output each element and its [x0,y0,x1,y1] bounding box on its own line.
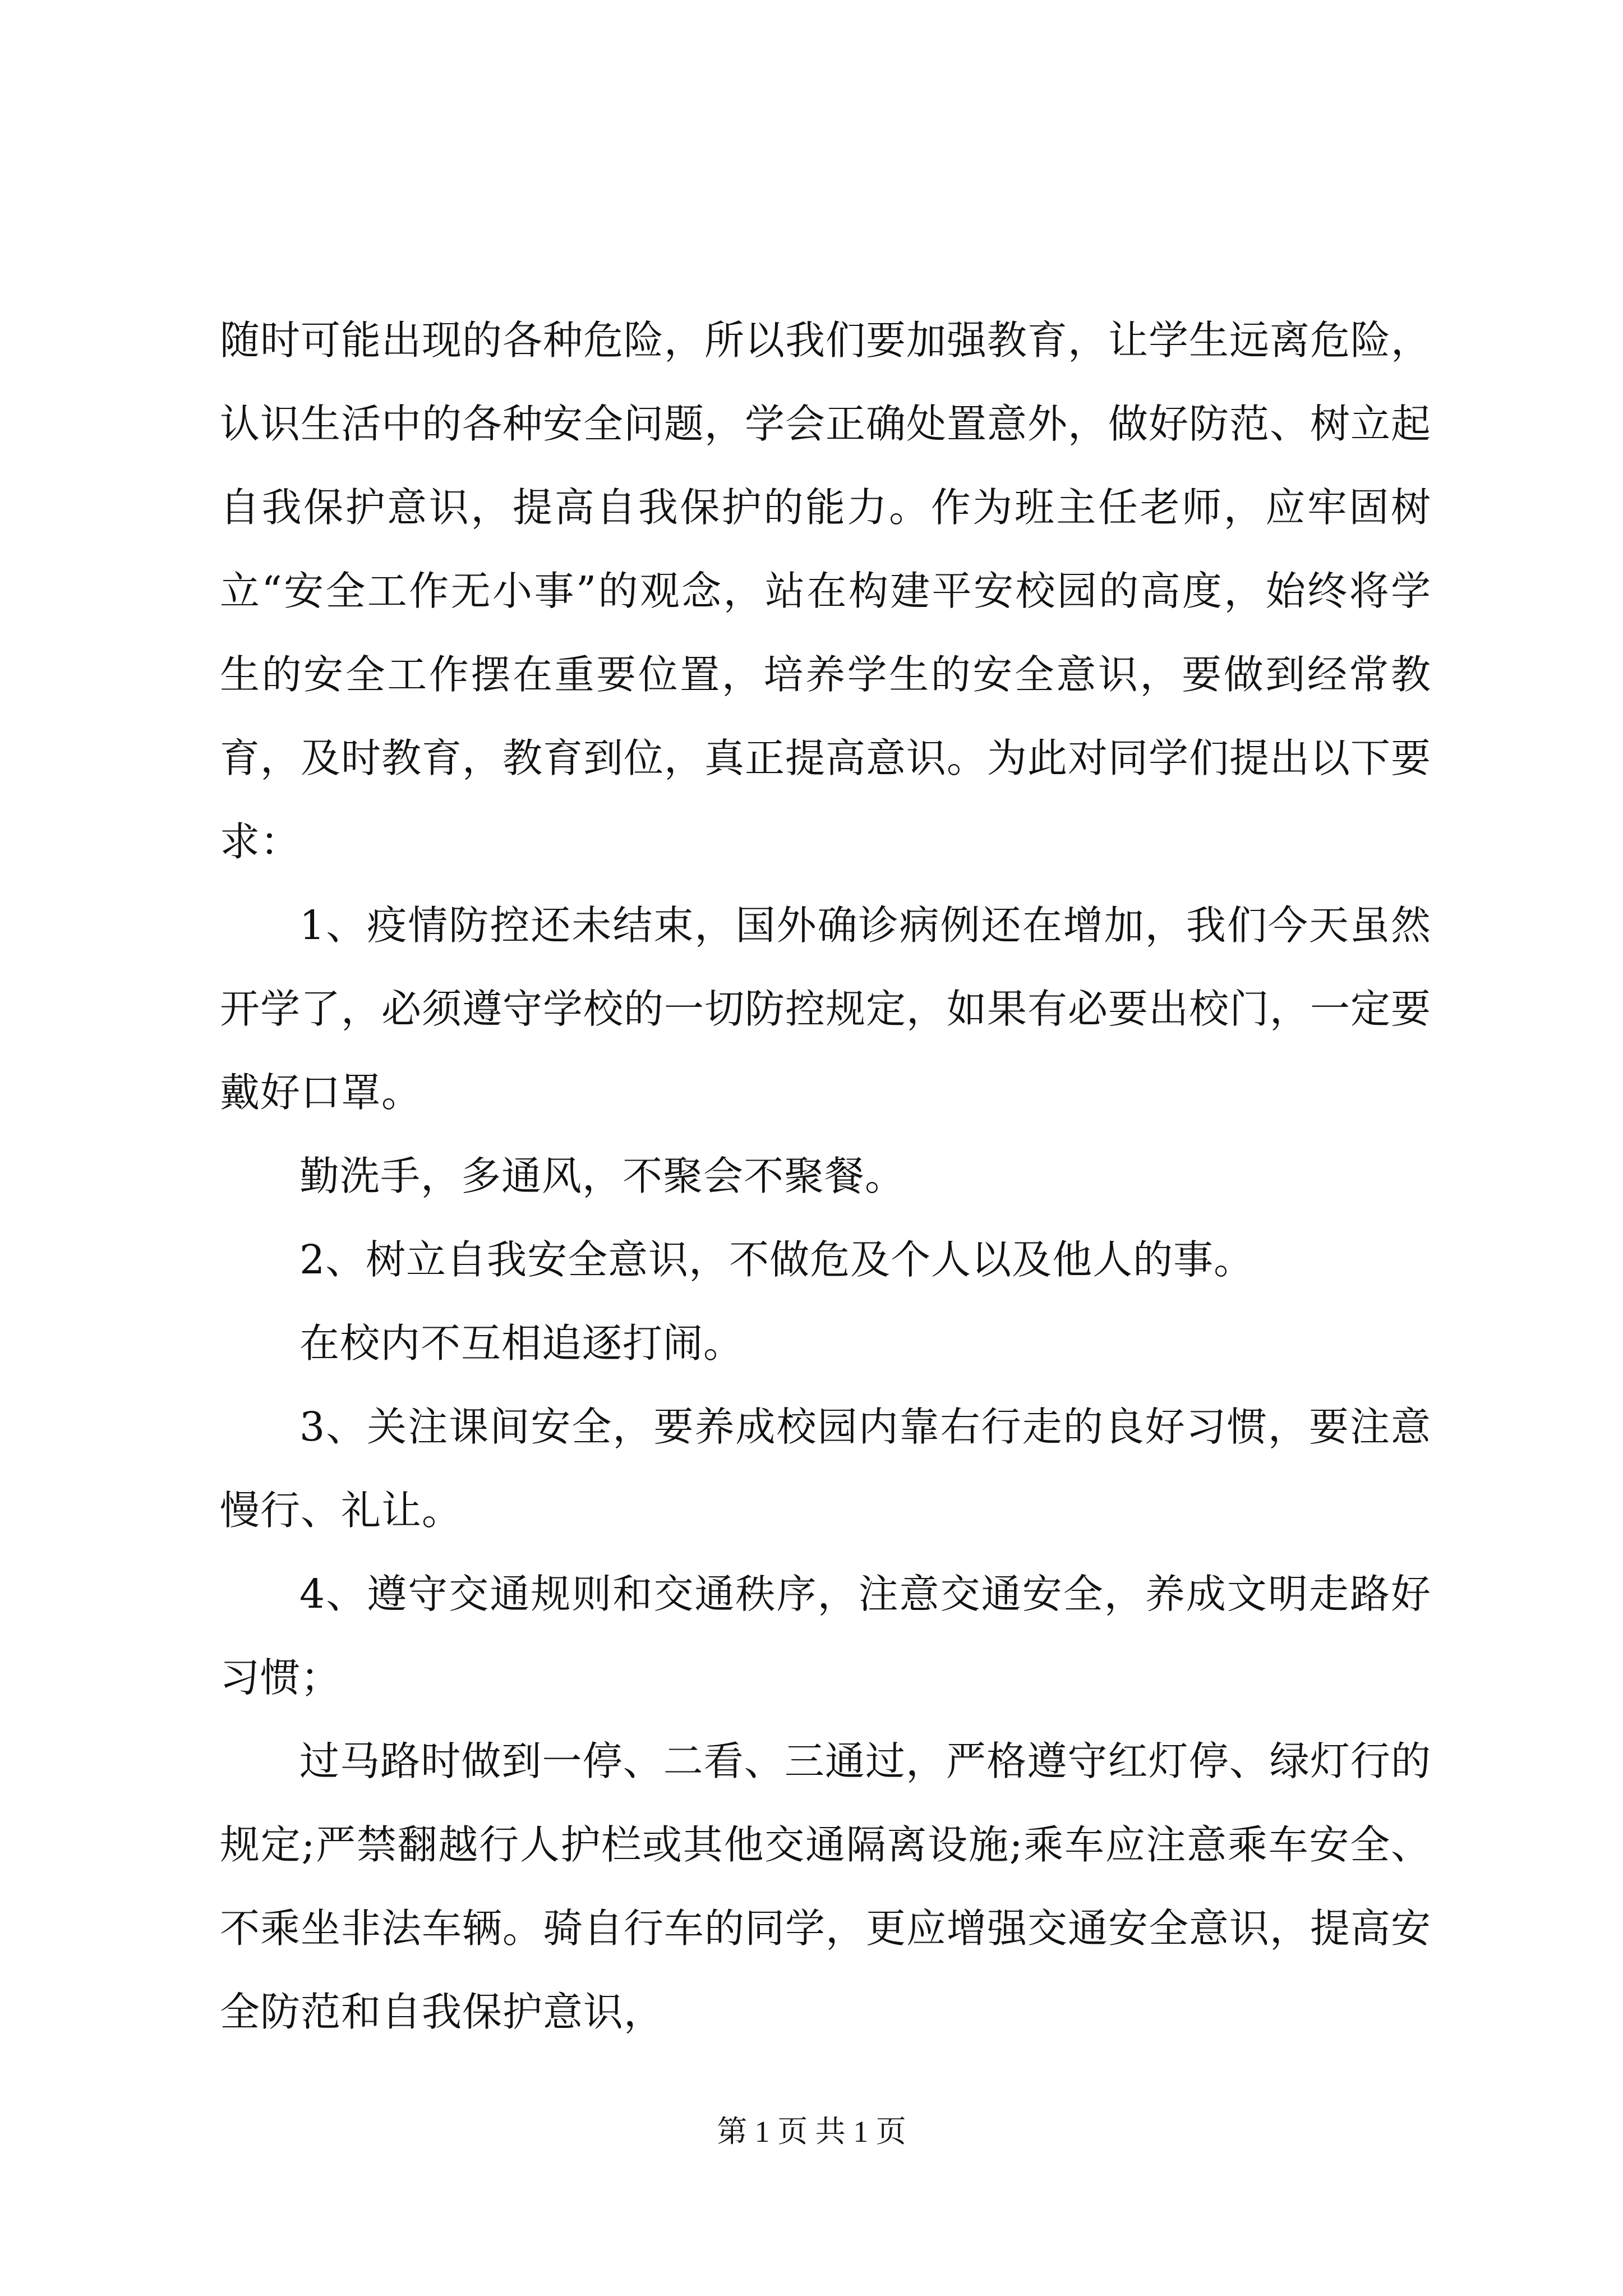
paragraph-item-4-detail: 过马路时做到一停、二看、三通过，严格遵守红灯停、绿灯行的规定;严禁翻越行人护栏或其他交通隔离设施;乘车应注意乘车安全、不乘坐非法车辆。骑自行车的同学，更应增强交通安全意识，提高安全防范和自我保护意识， [220,1738,1432,2035]
paragraph-item-1-note: 勤洗手，多通风，不聚会不聚餐。 [299,1153,906,1199]
page-number-footer: 第 1 页 共 1 页 [717,2115,906,2148]
document-body [220,298,1431,2054]
paragraph-item-4: 4、遵守交通规则和交通秩序，注意交通安全，养成文明走路好习惯； [220,1571,1431,1701]
paragraph-item-3: 3、关注课间安全，要养成校园内靠右行走的良好习惯，要注意慢行、礼让。 [220,1404,1431,1534]
paragraph-item-1: 1、疫情防控还未结束，国外确诊病例还在增加，我们今天虽然开学了，必须遵守学校的一切防控规定，如果有必要出校门，一定要戴好口罩。 [220,902,1432,1116]
paragraph-item-2: 2、树立自我安全意识，不做危及个人以及他人的事。 [299,1236,1255,1283]
paragraph-item-2-note: 在校内不互相追逐打闹。 [299,1320,744,1366]
paragraph-intro: 随时可能出现的各种危险，所以我们要加强教育，让学生远离危险，认识生活中的各种安全问题，学会正确处置意外，做好防范、树立起自我保护意识，提高自我保护的能力。作为班主任老师，应牢固树立“安全工作无小事”的观念，站在构建平安校园的高度，始终将学生的安全工作摆在重要位置，培养学生的安全意识，要做到经常教育，及时教育，教育到位，真正提高意识。为此对同学们提出以下要求： [220,317,1432,865]
